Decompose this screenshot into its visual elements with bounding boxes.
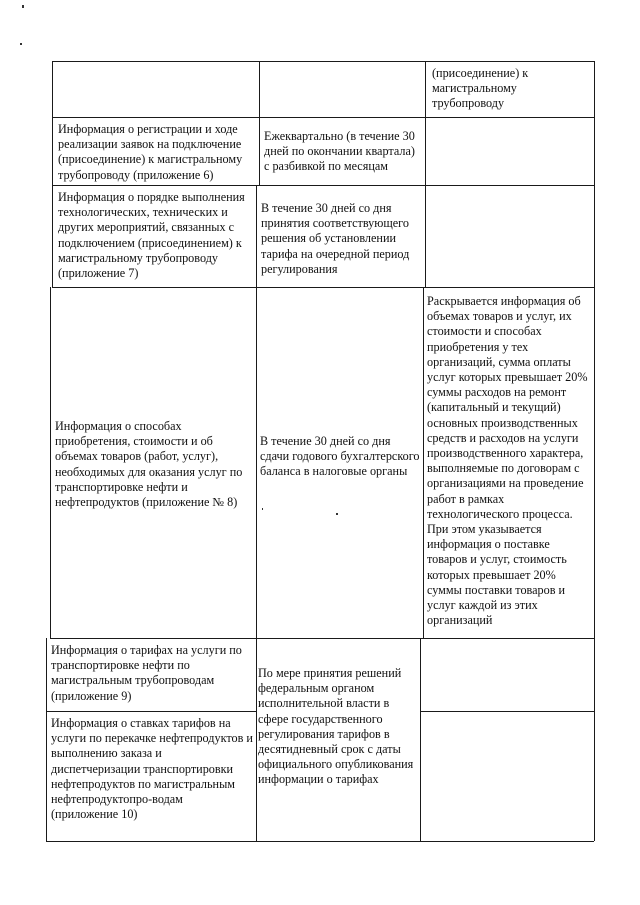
table-border-left [52,61,53,287]
row2-col1-cell: Информация о порядке выполнения технологических, технических и других мероприятий, связанных с подключением (присоединением) к магистральному трубопроводу (приложение 7) [58,190,245,281]
row0-col3-cell: (присоединение) к магистральному трубопроводу [432,66,529,111]
merged-col2-cell: По мере принятия решений федеральным органом исполнительной власти в сфере государственного регулирования тарифов в десятидневный срок с даты официального опубликования информации о тарифах [258,666,414,787]
scan-speck [336,513,338,515]
table-column-divider [256,185,257,287]
table-column-divider [425,61,426,287]
table-column-divider [420,638,421,841]
table-border-bottom [46,841,594,842]
table-row-divider [52,117,594,118]
row1-col1-cell: Информация о регистрации и ходе реализации заявок на подключение (присоединение) к магистральному трубопроводу (приложение 6) [58,122,243,182]
row4-col1-cell: Информация о тарифах на услуги по транспортировке нефти по магистральным трубопроводам (приложение 9) [51,643,242,703]
row2-col2-cell: В течение 30 дней со дня принятия соответствующего решения об установлении тарифа на очередной период регулирования [261,201,410,276]
table-row-divider-partial [46,711,256,712]
scan-speck [262,508,263,510]
table-border-top [52,61,594,62]
table-column-divider [256,287,257,841]
scan-speck [22,5,24,8]
row1-col2-cell: Ежеквартально (в течение 30 дней по окончании квартала) с разбивкой по месяцам [264,129,415,174]
table-row-divider-partial [420,711,594,712]
table-row-divider [52,287,594,288]
row3-col3-cell: Раскрывается информация об объемах товаров и услуг, их стоимости и способах приобретения у тех организаций, сумма оплаты услуг которых превышает 20% суммы расходов на ремонт (капитальный и текущий) основных производственных средств и расходов на услуги производственного характера, выполняемые по договорам с организациями на проведение работ в рамках технологического процесса. При этом указывается информация о поставке товаров и услуг, стоимость которых превышает 20% суммы поставки товаров и услуг каждой из этих организаций [427,294,588,628]
table-column-divider [423,287,424,638]
table-column-divider [259,61,260,185]
row5-col1-cell: Информация о ставках тарифов на услуги по перекачке нефтепродуктов и выполнению заказа и диспетчеризации транспортировки нефтепродуктов по магистральным нефтепродуктопро-водам (приложение 10) [51,716,253,822]
scan-speck [20,43,22,45]
table-row-divider [50,638,594,639]
table-border-right [594,61,595,841]
table-border-left [46,638,47,841]
table-border-left [50,287,51,638]
row3-col2-cell: В течение 30 дней со дня сдачи годового бухгалтерского баланса в налоговые органы [260,434,420,479]
row3-col1-cell: Информация о способах приобретения, стоимости и об объемах товаров (работ, услуг), необходимых для оказания услуг по транспортировке нефти и нефтепродуктов (приложение № 8) [55,419,243,510]
table-row-divider [52,185,594,186]
